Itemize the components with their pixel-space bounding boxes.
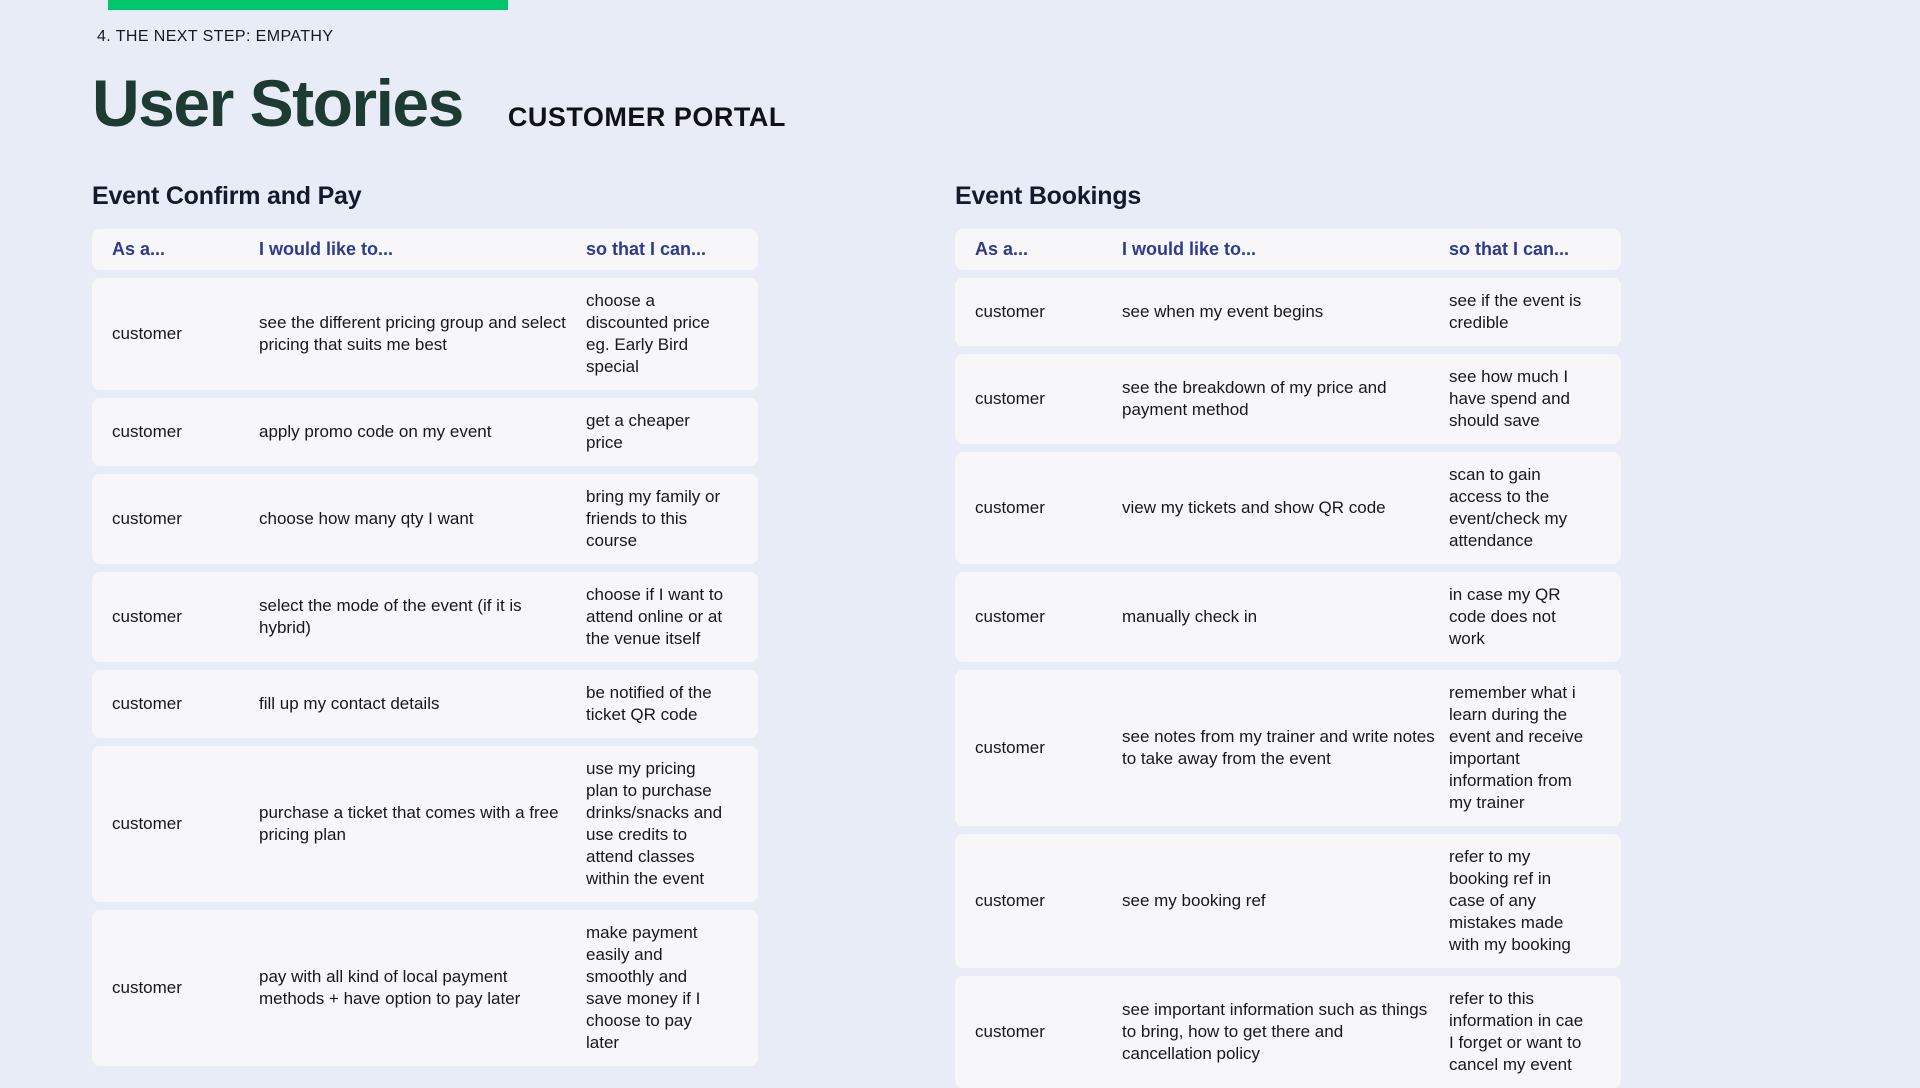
persona-cell: customer: [112, 607, 182, 626]
tables-container: [0, 182, 1920, 1088]
benefit-cell: see if the event is credible: [1449, 291, 1582, 332]
action-cell: fill up my contact details: [259, 694, 440, 713]
section-label: 4. THE NEXT STEP: EMPATHY: [97, 28, 334, 45]
table-title: Event Bookings: [955, 182, 1142, 210]
column-header-so-that-i-can: so that I can...: [1449, 239, 1570, 259]
action-cell: pay with all kind of local payment methods + have option to pay later: [259, 967, 521, 1008]
table-row: [955, 834, 1621, 968]
persona-cell: customer: [975, 607, 1045, 626]
section-progress-bar: [108, 0, 508, 10]
page-subtitle: CUSTOMER PORTAL: [507, 102, 786, 132]
title-row: [0, 66, 1920, 140]
table-row: [92, 398, 758, 466]
persona-cell: customer: [112, 422, 182, 441]
persona-cell: customer: [975, 498, 1045, 517]
table-row: [955, 452, 1621, 564]
table-row: [92, 910, 758, 1066]
column-header-so-that-i-can: so that I can...: [586, 239, 707, 259]
table-row: [955, 670, 1621, 826]
benefit-cell: use my pricing plan to purchase drinks/snacks and use credits to attend classes within the event: [586, 759, 723, 888]
persona-cell: customer: [975, 738, 1045, 757]
benefit-cell: choose if I want to attend online or at the venue itself: [586, 585, 724, 648]
action-cell: see my booking ref: [1122, 891, 1266, 910]
action-cell: see the different pricing group and select pricing that suits me best: [259, 313, 566, 354]
persona-cell: customer: [112, 694, 182, 713]
column-header-i-would-like-to: I would like to...: [1122, 239, 1257, 259]
table-header-row: [955, 229, 1621, 270]
benefit-cell: remember what i learn during the event and receive important information from my trainer: [1449, 683, 1584, 812]
table-row: [955, 278, 1621, 346]
benefit-cell: in case my QR code does not work: [1449, 585, 1561, 648]
benefit-cell: see how much I have spend and should save: [1449, 367, 1570, 430]
table-row: [955, 976, 1621, 1088]
action-cell: see the breakdown of my price and payment method: [1122, 378, 1387, 419]
table-rows: [955, 278, 1621, 1088]
column-header-as-a: As a...: [112, 239, 166, 259]
table-title: Event Confirm and Pay: [92, 182, 362, 210]
persona-cell: customer: [975, 302, 1045, 321]
action-cell: select the mode of the event (if it is hybrid): [259, 596, 522, 637]
action-cell: view my tickets and show QR code: [1122, 498, 1386, 517]
benefit-cell: refer to my booking ref in case of any mistakes made with my booking: [1449, 847, 1571, 954]
column-header-i-would-like-to: I would like to...: [259, 239, 394, 259]
table-row: [955, 572, 1621, 662]
column-header-as-a: As a...: [975, 239, 1029, 259]
action-cell: purchase a ticket that comes with a free pricing plan: [259, 803, 559, 844]
action-cell: see when my event begins: [1122, 302, 1324, 321]
benefit-cell: bring my family or friends to this course: [586, 487, 721, 550]
action-cell: apply promo code on my event: [259, 422, 492, 441]
persona-cell: customer: [112, 509, 182, 528]
persona-cell: customer: [112, 814, 182, 833]
table-header-row: [92, 229, 758, 270]
table-row: [92, 278, 758, 390]
table-row: [92, 670, 758, 738]
action-cell: see notes from my trainer and write notes to take away from the event: [1122, 727, 1435, 768]
benefit-cell: be notified of the ticket QR code: [586, 683, 712, 724]
table-row: [92, 572, 758, 662]
benefit-cell: get a cheaper price: [586, 411, 690, 452]
action-cell: choose how many qty I want: [259, 509, 474, 528]
table-row: [955, 354, 1621, 444]
benefit-cell: scan to gain access to the event/check my attendance: [1449, 465, 1568, 550]
action-cell: see important information such as things to bring, how to get there and cancellation policy: [1122, 1000, 1428, 1063]
persona-cell: customer: [975, 891, 1045, 910]
table-rows: [92, 278, 758, 1066]
page-title: User Stories: [92, 66, 463, 140]
persona-cell: customer: [112, 324, 182, 343]
persona-cell: customer: [975, 389, 1045, 408]
table-row: [92, 746, 758, 902]
table-row: [92, 474, 758, 564]
action-cell: manually check in: [1122, 607, 1258, 626]
benefit-cell: make payment easily and smoothly and save money if I choose to pay later: [586, 923, 701, 1052]
table-event-confirm-and-pay: [92, 182, 758, 1088]
table-event-bookings: [955, 182, 1621, 1088]
benefit-cell: choose a discounted price eg. Early Bird special: [586, 291, 710, 376]
persona-cell: customer: [112, 978, 182, 997]
benefit-cell: refer to this information in cae I forget or want to cancel my event: [1449, 989, 1584, 1074]
persona-cell: customer: [975, 1022, 1045, 1041]
